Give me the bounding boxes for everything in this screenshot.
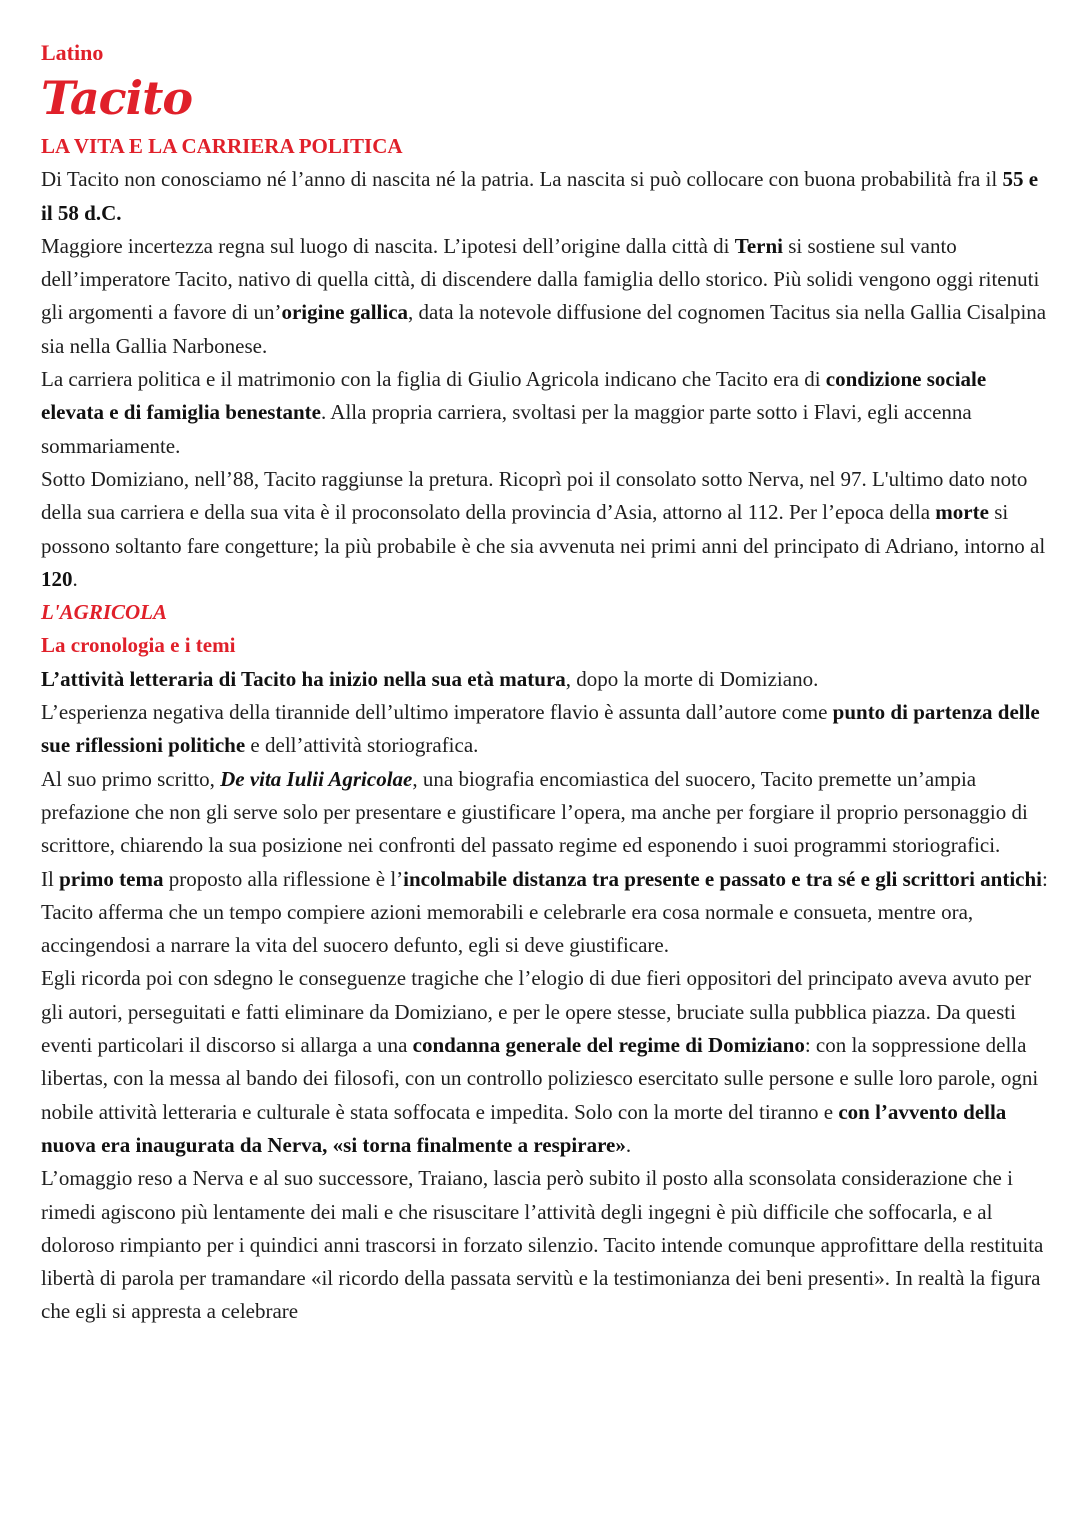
- section-heading-agricola: L'AGRICOLA: [41, 600, 168, 625]
- subsection-heading-cronologia: La cronologia e i temi: [41, 633, 236, 658]
- paragraph-luogo: Maggiore incertezza regna sul luogo di nascita. L’ipotesi dell’origine dalla città di Terni si sostiene sul vanto dell’imperatore Tacito, nativo di quella città, di discendere dalla famiglia dello storico. Più solidi vengono oggi ritenuti gli argomenti a favore di un’origine gallica, data la notevole diffusione del cognomen Tacitus sia nella Gallia Cisalpina sia nella Gallia Narbonese.: [41, 233, 1047, 358]
- paragraph-esperienza: L’esperienza negativa della tirannide dell’ultimo imperatore flavio è assunta dall’autore come punto di partenza delle sue riflessioni politiche e dell’attività storiografica.: [41, 700, 1040, 758]
- paragraph-condanna: Egli ricorda poi con sdegno le conseguenze tragiche che l’elogio di due fieri oppositori del principato aveva avuto per gli autori, perseguitati e fatti eliminare da Domiziano, e per le opere stesse, bruciate sulla pubblica piazza. Da questi eventi particolari il discorso si allarga a una condanna generale del regime di Domiziano: con la soppressione della libertas, con la messa al bando dei filosofi, con un controllo poliziesco esercitato sulle persone e sulle loro parole, ogni nobile attività letteraria e culturale è stata soffocata e impedita. Solo con la morte del tiranno e con l’avvento della nuova era inaugurata da Nerva, «si torna finalmente a respirare».: [41, 966, 1039, 1157]
- paragraph-primo-tema: Il primo tema proposto alla riflessione è l’incolmabile distanza tra presente e passato e tra sé e gli scrittori antichi: Tacito afferma che un tempo compiere azioni memorabili e celebrarle era cosa normale e consueta, mentre ora, accingendosi a narrare la vita del suocero defunto, egli si deve giustificare.: [41, 866, 1048, 958]
- subject-label: Latino: [41, 40, 104, 65]
- paragraph-omaggio: L’omaggio reso a Nerva e al suo successore, Traiano, lascia però subito il posto alla sconsolata considerazione che i rimedi agiscono più lentamente dei mali e che risuscitare l’attività degli ingegni è più difficile che soffocarla, e al doloroso rimpianto per i quindici anni trascorsi in forzato silenzio. Tacito intende comunque approfittare della restituita libertà di parola per tramandare «il ricordo della passata servitù e la testimonianza dei beni presenti». In realtà la figura che egli si appresta a celebrare: [41, 1166, 1044, 1324]
- paragraph-condizione: La carriera politica e il matrimonio con la figlia di Giulio Agricola indicano che Tacito era di condizione sociale elevata e di famiglia benestante. Alla propria carriera, svoltasi per la maggior parte sotto i Flavi, egli accenna sommariamente.: [41, 367, 987, 458]
- section-heading-vita: LA VITA E LA CARRIERA POLITICA: [41, 134, 403, 158]
- paragraph-primo-scritto: Al suo primo scritto, De vita Iulii Agricolae, una biografia encomiastica del suocero, Tacito premette un’ampia prefazione che non gli serve solo per presentare e giustificare l’opera, ma anche per forgiare il proprio personaggio di scrittore, chiarendo la sua posizione nei confronti del passato regime ed esponendo i suoi programmi storiografici.: [41, 766, 1028, 858]
- document-page: [41, 36, 1051, 1329]
- paragraph-nascita: Di Tacito non conosciamo né l’anno di nascita né la patria. La nascita si può collocare con buona probabilità fra il 55 e il 58 d.C.: [41, 167, 1039, 225]
- paragraph-carriera: Sotto Domiziano, nell’88, Tacito raggiunse la pretura. Ricoprì poi il consolato sotto Nerva, nel 97. L'ultimo dato noto della sua carriera e della sua vita è il proconsolato della provincia d’Asia, attorno al 112. Per l’epoca della morte si possono soltanto fare congetture; la più probabile è che sia avvenuta nei primi anni del principato di Adriano, intorno al 120.: [41, 466, 1046, 591]
- page-title: Tacito: [41, 71, 193, 125]
- paragraph-attivita: L’attività letteraria di Tacito ha inizio nella sua età matura, dopo la morte di Domiziano.: [41, 666, 819, 691]
